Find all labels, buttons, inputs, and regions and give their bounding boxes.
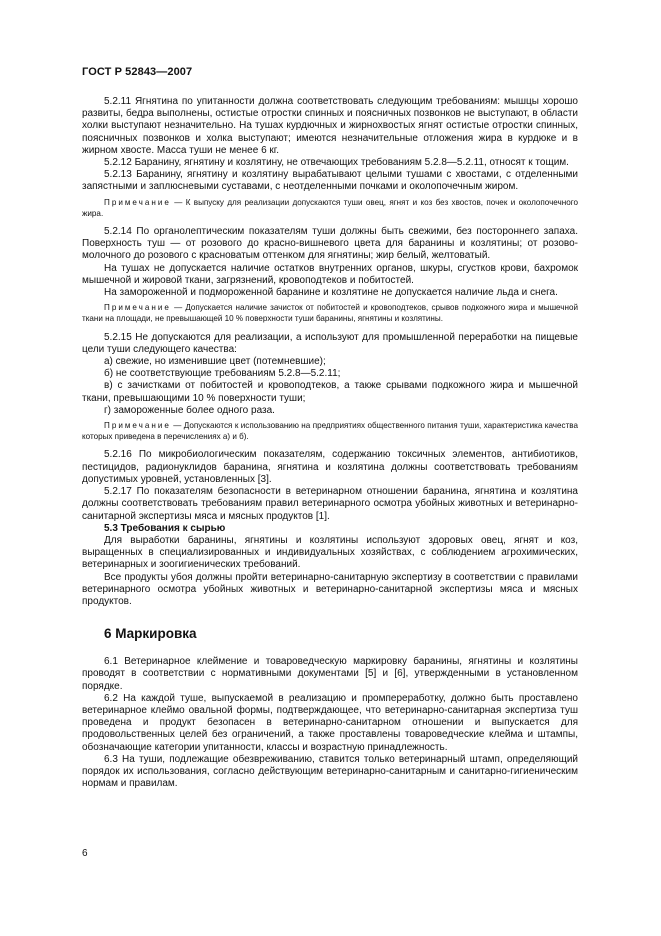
paragraph-5-2-13: 5.2.13 Баранину, ягнятину и козлятину вырабатывают целыми тушами с хвостами, с отделенными запястными и заплюсневыми суставами, с неотделенными почками и околопочечным жиром. bbox=[82, 169, 578, 193]
note-text: — Допускается наличие зачисток от побитостей и кровоподтеков, срывов подкожного жира и мышечной ткани на площади, не превышающей 10 % поверхности туши баранины, ягнятины и козлятины. bbox=[82, 303, 578, 324]
list-item-g: г) замороженные более одного раза. bbox=[104, 404, 275, 416]
note-label: Примечание bbox=[104, 303, 171, 313]
document-header: ГОСТ Р 52843—2007 bbox=[82, 66, 193, 78]
paragraph-5-3-b: Все продукты убоя должны пройти ветеринарно-санитарную экспертизу в соответствии с правилами ветеринарного осмотра убойных животных и ветеринарно-санитарной экспертизы мяса и мясных продуктов. bbox=[82, 571, 578, 607]
paragraph-5-2-17: 5.2.17 По показателям безопасности в ветеринарном отношении баранина, ягнятина и козлятина должны соответствовать требованиям правил ветеринарного осмотра убойных животных и ветеринарно-санитарной экспертизы мяса и мясных продуктов [1]. bbox=[82, 486, 578, 522]
paragraph-5-3-a: Для выработки баранины, ягнятины и козлятины используют здоровых овец, ягнят и коз, выращенных в специализированных и индивидуальных хозяйствах, с соблюдением агрохимических, ветеринарных и зоогигиенических требований. bbox=[82, 534, 578, 571]
paragraph-6-3: 6.3 На туши, подлежащие обезвреживанию, ставится только ветеринарный штамп, определяющий порядок их использования, согласно действующим ветеринарно-санитарным и санитарно-гигиеническим нормам и правилам. bbox=[82, 753, 578, 790]
paragraph-5-2-14: 5.2.14 По органолептическим показателям туши должны быть свежими, без постороннего запаха. Поверхность туш — от розового до красно-вишневого цвета для баранины и козлятины; от розово-молочного до розового с красноватым оттенком для ягнятины; жир белый, желтоватый. bbox=[82, 226, 578, 262]
section-6-title: 6 Маркировка bbox=[104, 626, 197, 642]
paragraph-5-2-16: 5.2.16 По микробиологическим показателям, содержанию токсичных элементов, антибиотиков, пестицидов, радионуклидов баранина, ягнятина и козлятина должны соответствовать требованиям допустимых уровней, установленных [3]. bbox=[82, 449, 578, 485]
paragraph-5-2-12: 5.2.12 Баранину, ягнятину и козлятину, не отвечающих требованиям 5.2.8—5.2.11, относят к тощим. bbox=[104, 157, 569, 169]
list-item-b: б) не соответствующие требованиям 5.2.8—5.2.11; bbox=[104, 368, 341, 380]
paragraph-5-2-11: 5.2.11 Ягнятина по упитанности должна соответствовать следующим требованиям: мышцы хорошо развиты, бедра выполнены, остистые отростки спинных и поясничных позвонков не выступают, в области холки выступают незначительно. На тушах курдючных и жирнохвостых ягнят остистые отростки спинных, поясничных позвонков и холка выступают; имеются незначительные отложения жира в курдюке и в жирном хвосте. Масса туши не менее 6 кг. bbox=[82, 96, 578, 156]
document-body bbox=[82, 96, 578, 790]
list-item-v: в) с зачистками от побитостей и кровоподтеков, а также срывами подкожного жира и мышечной ткани, превышающими 10 % поверхности туши; bbox=[82, 380, 578, 404]
note-text: — Допускаются к использованию на предприятиях общественного питания туши, характеристика качества которых приведена в перечислениях а) и б). bbox=[82, 421, 578, 442]
list-item-a: а) свежие, но изменившие цвет (потемневшие); bbox=[104, 356, 326, 368]
paragraph-6-1: 6.1 Ветеринарное клеймение и товароведческую маркировку баранины, ягнятины и козлятины проводят в соответствии с нормативными документами [5] и [6], утвержденными в установленном порядке. bbox=[82, 656, 578, 692]
note-1 bbox=[82, 197, 578, 219]
paragraph-5-2-14-b: На тушах не допускается наличие остатков внутренних органов, шкуры, сгустков крови, бахромок мышечной и жировой ткани, загрязнений, кровоподтеков и побитостей. bbox=[82, 262, 578, 286]
note-2 bbox=[82, 302, 578, 324]
note-label: Примечание bbox=[104, 421, 171, 431]
paragraph-5-2-15: 5.2.15 Не допускаются для реализации, а используют для промышленной переработки на пищевые цели туши следующего качества: bbox=[82, 331, 578, 355]
paragraph-6-2: 6.2 На каждой туше, выпускаемой в реализацию и промпереработку, должно быть проставлено ветеринарное клеймо овальной формы, подтверждающее, что ветеринарно-санитарная экспертиза туш проведена и продукт безопасен в ветеринарно-санитарном отношении и выпускается для продовольственных целей без ограничений, а также проставлены товароведческие клейма и штампы, обозначающие категории упитанности, классы и возрастную принадлежность. bbox=[82, 692, 578, 753]
subsection-5-3-title: 5.3 Требования к сырью bbox=[104, 522, 226, 534]
note-3 bbox=[82, 420, 578, 442]
note-label: Примечание bbox=[104, 197, 171, 207]
page-number: 6 bbox=[82, 848, 88, 859]
note-text: — К выпуску для реализации допускаются туши овец, ягнят и коз без хвостов, почек и околопочечного жира. bbox=[82, 197, 578, 218]
paragraph-5-2-14-c: На замороженной и подмороженной баранине и козлятине не допускается наличие льда и снега. bbox=[104, 287, 558, 299]
